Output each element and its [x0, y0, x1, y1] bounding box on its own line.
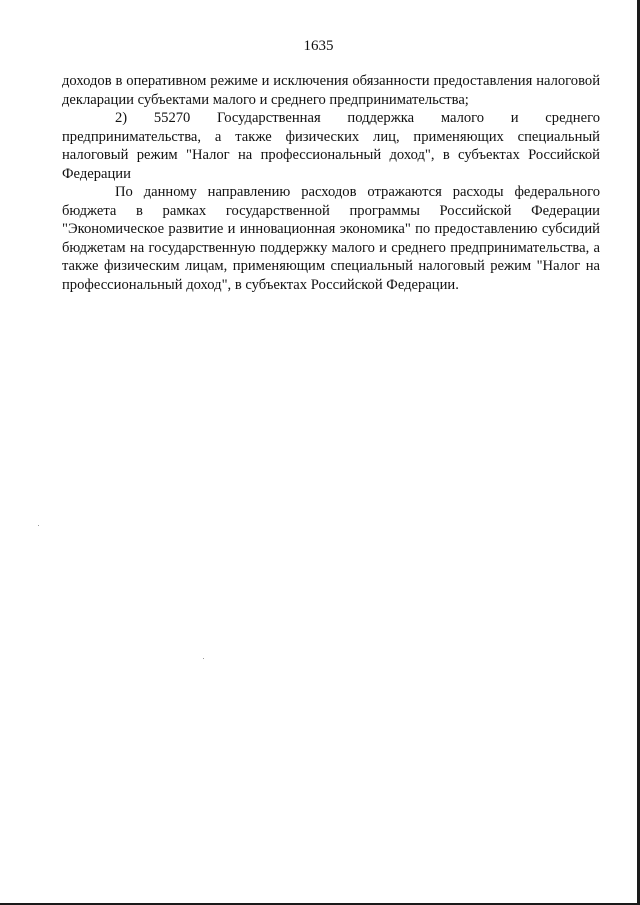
- paragraph-budget-code: 2) 55270 Государственная поддержка малого и среднего предпринимательства, а также физических лиц, применяющих специальный налоговый режим "Налог на профессиональный доход", в субъектах Российской Федерации: [62, 110, 600, 182]
- paragraph-continuation: доходов в оперативном режиме и исключения обязанности предоставления налоговой декларации субъектами малого и среднего предпринимательства;: [62, 73, 600, 108]
- scan-speck: [203, 658, 204, 659]
- paragraph-expense-description: По данному направлению расходов отражаются расходы федерального бюджета в рамках государственной программы Российской Федерации "Экономическое развитие и инновационная экономика" по предоставлению субсидий бюджетам на государственную поддержку малого и среднего предпринимательства, а также физическим лицам, применяющим специальный налоговый режим "Налог на профессиональный доход", в субъектах Российской Федерации.: [62, 184, 600, 293]
- document-body: [62, 72, 600, 294]
- page-number: 1635: [303, 38, 334, 54]
- scan-speck: [38, 525, 39, 526]
